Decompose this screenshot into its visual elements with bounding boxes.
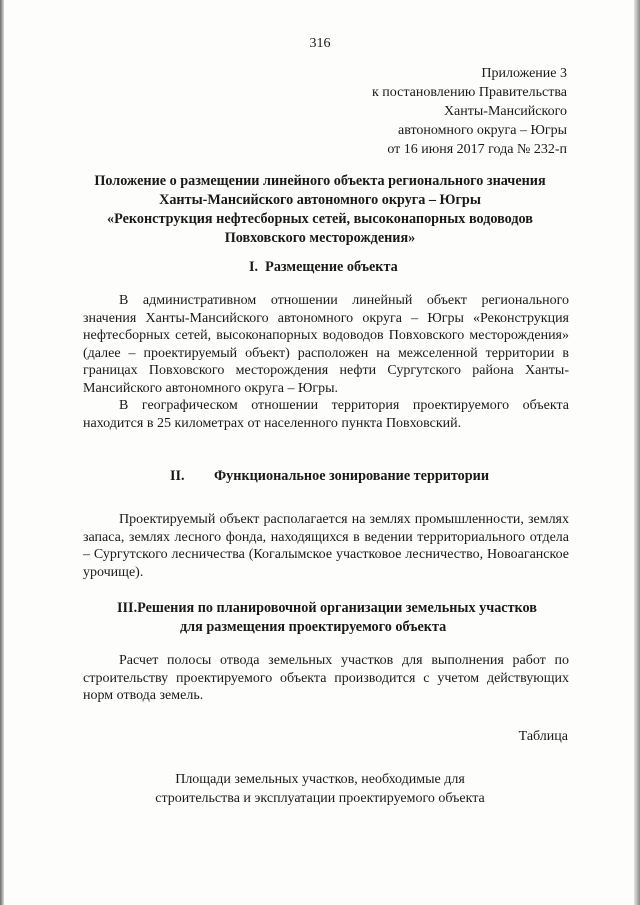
appendix-line: автономного округа – Югры <box>398 123 567 138</box>
table-caption <box>70 770 570 808</box>
paragraph: Проектируемый объект располагается на землях промышленности, землях запаса, землях лесного фонда, находящихся в ведении территориального отдела – Сургутского лесничества (Когалымское участковое лесничество, Новоаганское урочище). <box>83 512 569 580</box>
table-label: Таблица <box>518 729 568 744</box>
section-1-heading <box>249 258 398 277</box>
title-line: Повховского месторождения» <box>224 230 416 246</box>
appendix-line: к постановлению Правительства <box>371 85 567 100</box>
section-2-body <box>83 511 569 581</box>
appendix-line: Ханты-Мансийского <box>443 104 567 119</box>
section-3-title: Решения по планировочной организации земельных участков <box>137 600 537 616</box>
section-1-body <box>83 292 569 432</box>
section-3-number: III. <box>117 600 138 616</box>
title-line: Положение о размещении линейного объекта регионального значения <box>94 173 546 189</box>
section-3-heading-line2: для размещения проектируемого объекта <box>180 619 447 635</box>
appendix-block <box>372 64 567 159</box>
appendix-line: Приложение 3 <box>481 66 567 81</box>
section-1-number: I. <box>249 259 259 275</box>
section-2-heading <box>170 467 489 486</box>
scan-edge-left <box>0 0 4 905</box>
paragraph: В географическом отношении территория проектируемого объекта находится в 25 километрах от населенного пункта Повховский. <box>83 398 569 431</box>
section-2-title: Функциональное зонирование территории <box>214 468 490 484</box>
document-title <box>70 172 570 248</box>
title-line: Ханты-Мансийского автономного округа – Югры <box>159 192 481 208</box>
section-1-title: Размещение объекта <box>265 259 398 275</box>
page-number: 316 <box>309 36 331 51</box>
section-3-heading <box>117 599 537 618</box>
section-2-number: II. <box>170 468 185 484</box>
title-line: «Реконструкция нефтесборных сетей, высоконапорных водоводов <box>107 211 533 227</box>
appendix-line: от 16 июня 2017 года № 232-п <box>387 142 567 157</box>
section-3-body <box>83 652 569 705</box>
caption-line: строительства и эксплуатации проектируемого объекта <box>155 791 485 806</box>
scan-edge-right <box>634 0 640 905</box>
caption-line: Площади земельных участков, необходимые для <box>175 772 465 787</box>
paragraph: В административном отношении линейный объект регионального значения Ханты-Мансийского автономного округа – Югры «Реконструкция нефтесборных сетей, высоконапорных водоводов Повховского месторождения» (далее – проектируемый объект) расположен на межселенной территории в границах Повховского месторождения нефти Сургутского района Ханты-Мансийского автономного округа – Югры. <box>83 293 569 396</box>
paragraph: Расчет полосы отвода земельных участков для выполнения работ по строительству проектируемого объекта производится с учетом действующих норм отвода земель. <box>83 653 569 703</box>
